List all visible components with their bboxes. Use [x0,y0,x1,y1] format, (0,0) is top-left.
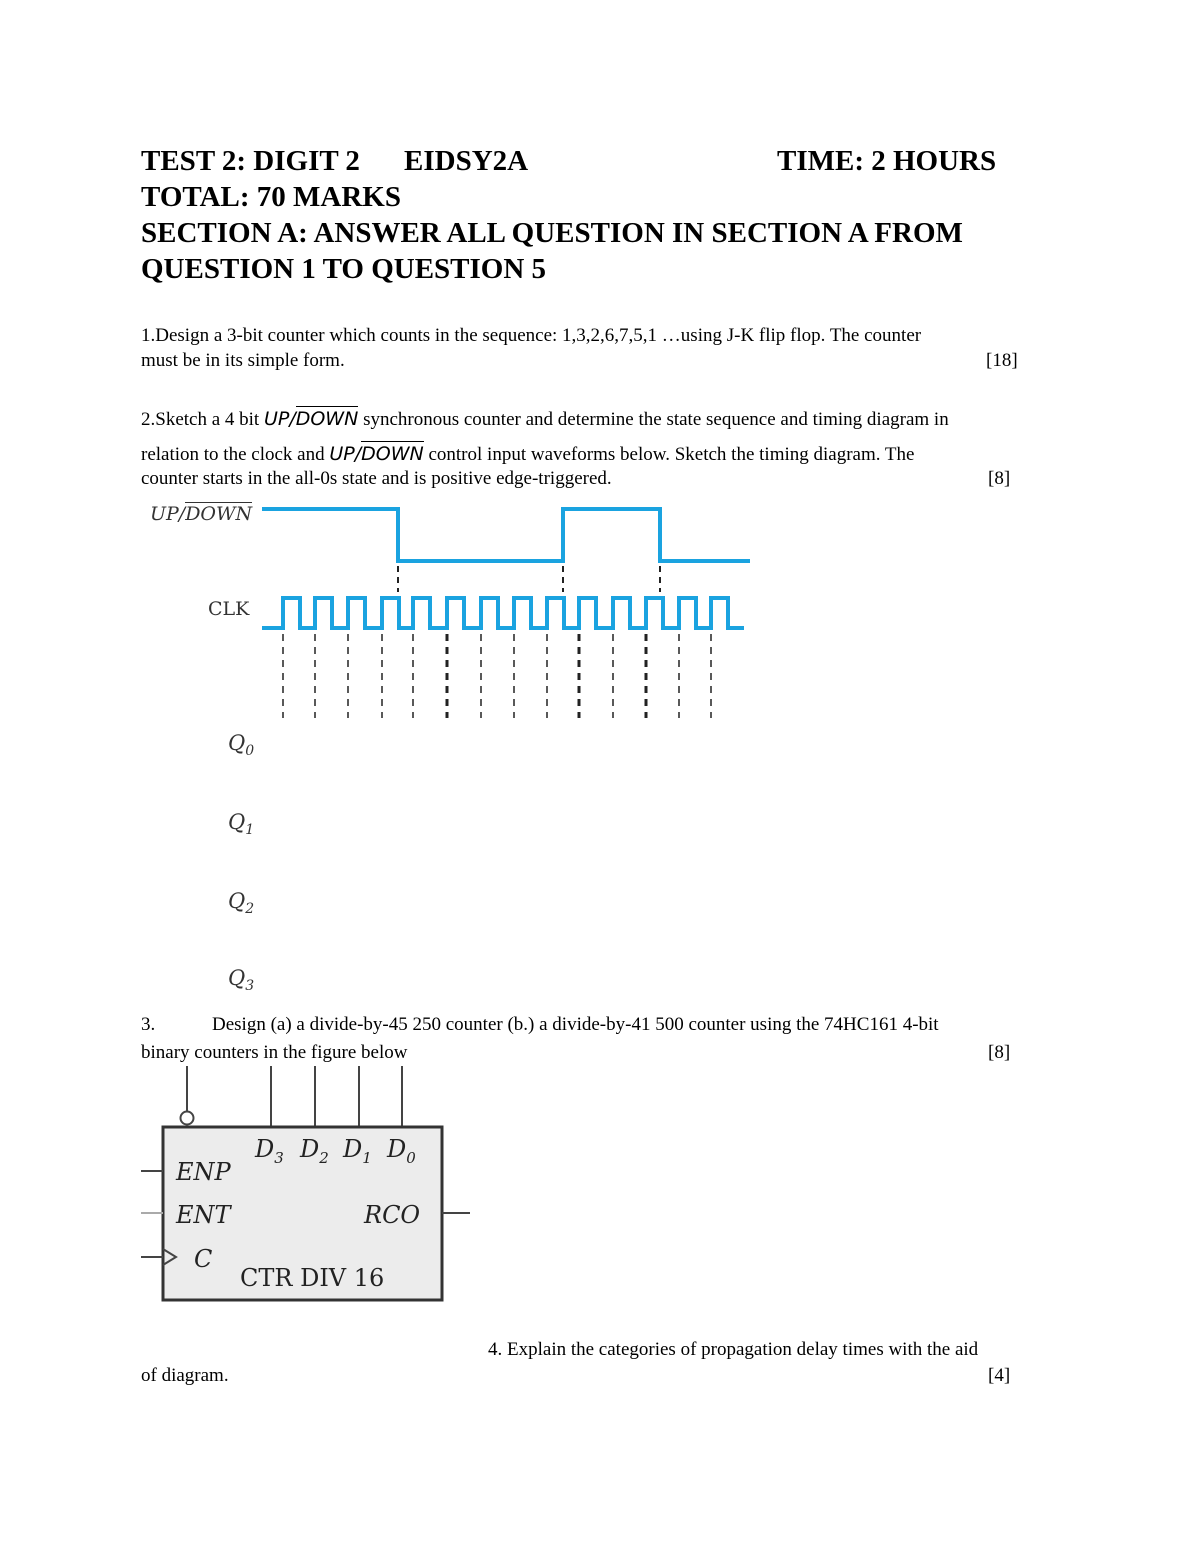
section-heading-cont: QUESTION 1 TO QUESTION 5 [141,253,547,285]
q3-text-line1: Design (a) a divide-by-45 250 counter (b.) a divide-by-41 500 counter using the 74HC161 4-bit [212,1014,939,1035]
q4-marks: [4] [988,1365,1011,1386]
q1-text-line1: 1.Design a 3-bit counter which counts in the sequence: 1,3,2,6,7,5,1 …using J-K flip flop. The counter [141,325,922,346]
clk-input-label: C [194,1245,213,1273]
updown-label-down: DOWN [185,503,253,525]
d2-label: $D_2$ [300,1135,329,1167]
q3-marks: [8] [988,1042,1011,1063]
up-text: UP/ [329,443,362,465]
q3-label: $Q_3$ [228,966,255,995]
q1-label: $Q_1$ [228,810,255,839]
q2-text-line3: counter starts in the all-0s state and is positive edge-triggered. [141,468,612,489]
updown-label-up: UP/ [150,503,186,525]
up-text: UP/ [263,408,296,430]
d3-label: $D_3$ [255,1135,284,1167]
q2-label: $Q_2$ [228,889,255,918]
down-text: DOWN [361,443,424,465]
clr-bubble [181,1112,194,1125]
q1-text-line2: must be in its simple form. [141,350,345,371]
q2-text-part: synchronous counter and determine the state sequence and timing diagram in [358,409,949,430]
q3-text-line2: binary counters in the figure below [141,1042,408,1063]
q2-text-part: 2.Sketch a 4 bit [141,409,264,430]
counter-name: CTR DIV 16 [240,1264,385,1292]
q4-text-line2: of diagram. [141,1365,229,1386]
ent-label: ENT [176,1201,231,1229]
course-code: EIDSY2A [404,145,529,177]
test-title: TEST 2: DIGIT 2 [141,145,360,177]
enp-label: ENP [176,1158,231,1186]
d1-label: $D_1$ [343,1135,372,1167]
q4-text-line1: 4. Explain the categories of propagation delay times with the aid [488,1339,979,1360]
q2-text-part: relation to the clock and [141,444,330,465]
section-heading: SECTION A: ANSWER ALL QUESTION IN SECTION A FROM [141,217,963,249]
q2-marks: [8] [988,468,1011,489]
total-marks: TOTAL: 70 MARKS [141,181,401,213]
q2-text-part: control input waveforms below. Sketch the timing diagram. The [423,444,915,465]
clk-label: CLK [208,598,250,620]
down-text: DOWN [295,408,359,430]
rco-label: RCO [364,1201,421,1229]
test-time: TIME: 2 HOURS [777,145,997,177]
q0-label: $Q_0$ [228,731,255,760]
q3-number: 3. [141,1014,156,1035]
d0-label: $D_0$ [387,1135,416,1167]
q1-marks: [18] [986,350,1018,371]
